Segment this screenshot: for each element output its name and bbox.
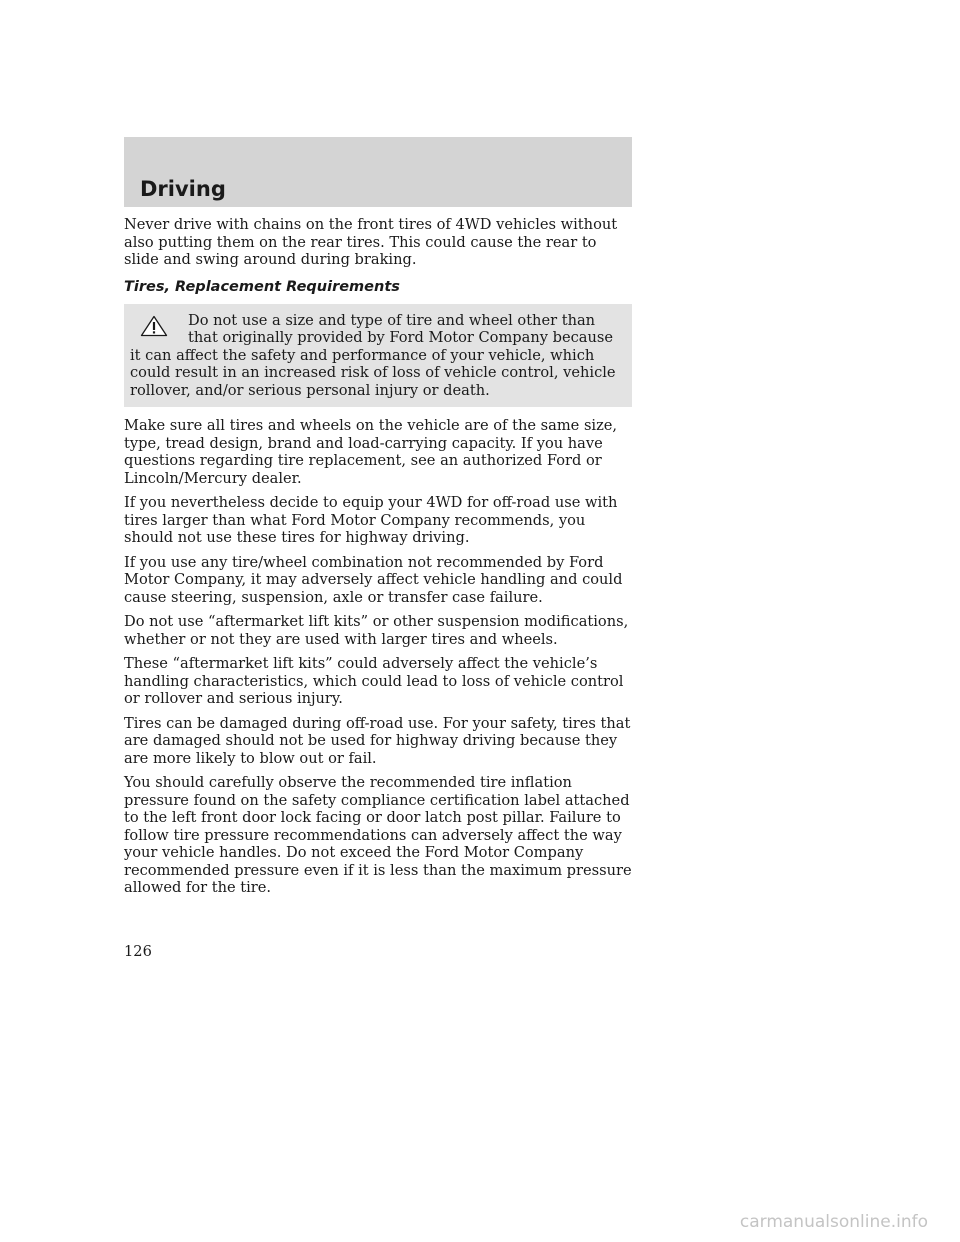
body-paragraph: You should carefully observe the recommended tire inflation pressure found on the safety compliance certification label attached to the left front door lock facing or door latch post pillar. Failure to follow tire pressure recommendations can adversely affect the way your vehicle handles. Do not exceed the Ford Motor Company recommended pressure even if it is less than the maximum pressure allowed for the tire.: [124, 774, 632, 896]
body-paragraph: If you nevertheless decide to equip your 4WD for off-road use with tires larger than what Ford Motor Company recommends, you should not use these tires for highway driving.: [124, 494, 618, 546]
section-title: Driving: [140, 177, 226, 201]
warning-box: [124, 304, 632, 408]
watermark[interactable]: carmanualsonline.info: [739, 1212, 928, 1232]
body-paragraph: Make sure all tires and wheels on the vehicle are of the same size, type, tread design, brand and load-carrying capacity. If you have questions regarding tire replacement, see an authorized Ford or Lincoln/Mercury dealer.: [124, 417, 618, 487]
page-number: 126: [124, 943, 152, 960]
subheading: Tires, Replacement Requirements: [124, 278, 400, 295]
warning-triangle-icon: [140, 315, 168, 337]
body-paragraph: If you use any tire/wheel combination not recommended by Ford Motor Company, it may adversely affect vehicle handling and could cause steering, suspension, axle or transfer case failure.: [124, 553, 623, 606]
intro-paragraph: Never drive with chains on the front tires of 4WD vehicles without also putting them on the rear tires. This could cause the rear to slide and swing around during braking.: [124, 216, 618, 268]
body-paragraph: These “aftermarket lift kits” could adversely affect the vehicle’s handling characteristics, which could lead to loss of vehicle control or rollover and serious injury.: [124, 655, 624, 707]
body-paragraph: Do not use “aftermarket lift kits” or other suspension modifications, whether or not they are used with larger tires and wheels.: [124, 613, 629, 648]
body-paragraph: Tires can be damaged during off-road use. For your safety, tires that are damaged should not be used for highway driving because they are more likely to blow out or fail.: [124, 714, 631, 767]
warning-text: Do not use a size and type of tire and wheel other than that originally provided by Ford Motor Company because it can affect the safety and performance of your vehicle, which could result in an increased risk of loss of vehicle control, vehicle rollover, and/or serious personal injury or death.: [130, 311, 616, 399]
page-content: [124, 216, 632, 904]
section-header: [124, 137, 632, 207]
